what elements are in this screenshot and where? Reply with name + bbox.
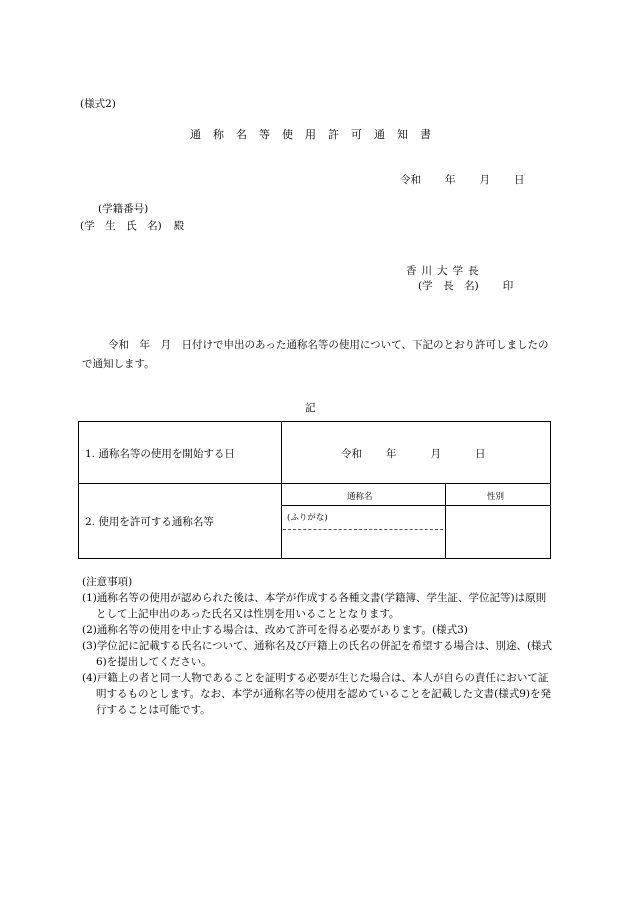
header-common-name: 通称名 xyxy=(347,492,373,502)
form-id: (様式2) xyxy=(80,98,116,110)
row2-label: 2. 使用を許可する通称名等 xyxy=(85,516,214,528)
row1-year-unit: 年 xyxy=(386,448,397,460)
notes-section xyxy=(82,574,554,718)
row1-date xyxy=(341,446,486,461)
student-name-label: (学 生 氏 名) xyxy=(80,220,162,232)
note-item-2: (2)通称名等の使用を中止する場合は、改めて許可を得る必要があります。(様式3) xyxy=(82,624,468,636)
row1-era: 令和 xyxy=(341,448,362,460)
table-divider-vertical xyxy=(281,422,282,558)
note-item-4: (4)戸籍上の者と同一人物であることを証明する必要が生じた場合は、本人が自らの責任において証明するものとします。なお、本学が通称名等の使用を認めていることを記載した文書(様式9)を発行することは可能です。 xyxy=(82,672,552,716)
furigana-label: (ふりがな) xyxy=(287,513,328,523)
honorific: 殿 xyxy=(173,220,185,232)
notes-title: (注意事項) xyxy=(82,576,133,588)
row1-day-unit: 日 xyxy=(475,448,486,460)
furigana-dashed-line xyxy=(283,529,443,530)
issue-date-day-unit: 日 xyxy=(514,174,525,186)
issue-date-month-unit: 月 xyxy=(479,174,490,186)
body-text: 令和 年 月 日付けで申出のあった通称名等の使用について、下記のとおり許可しましたので通知します。 xyxy=(82,339,549,370)
student-number-label: (学籍番号) xyxy=(98,203,149,215)
header-gender: 性別 xyxy=(487,492,505,502)
seal-mark: 印 xyxy=(502,280,514,292)
document-title: 通称名等使用許可通知書 xyxy=(190,128,443,141)
issue-date xyxy=(400,172,525,187)
student-name-row xyxy=(80,218,184,233)
issue-date-year-unit: 年 xyxy=(445,174,456,186)
table-divider-row xyxy=(79,483,550,484)
table-divider-header xyxy=(281,505,550,506)
issuer-role-label: (学 長 名) xyxy=(418,280,479,292)
issue-date-era: 令和 xyxy=(400,174,421,186)
table-divider-gender xyxy=(445,483,446,558)
note-item-3: (3)学位記に記載する氏名について、通称名及び戸籍上の氏名の併記を希望する場合は、別途、(様式6)を提出してください。 xyxy=(82,640,553,668)
note-marker: 記 xyxy=(305,402,316,414)
note-item-1: (1)通称名等の使用が認められた後は、本学が作成する各種文書(学籍簿、学生証、学位記等)は原則として上記申出のあった氏名又は性別を用いることとなります。 xyxy=(82,592,547,620)
issuer-name: 香川大学長 xyxy=(406,265,484,277)
permission-table xyxy=(78,421,551,559)
row1-label: 1. 通称名等の使用を開始する日 xyxy=(85,448,235,460)
row1-month-unit: 月 xyxy=(430,448,441,460)
issuer-role-row xyxy=(418,278,513,293)
